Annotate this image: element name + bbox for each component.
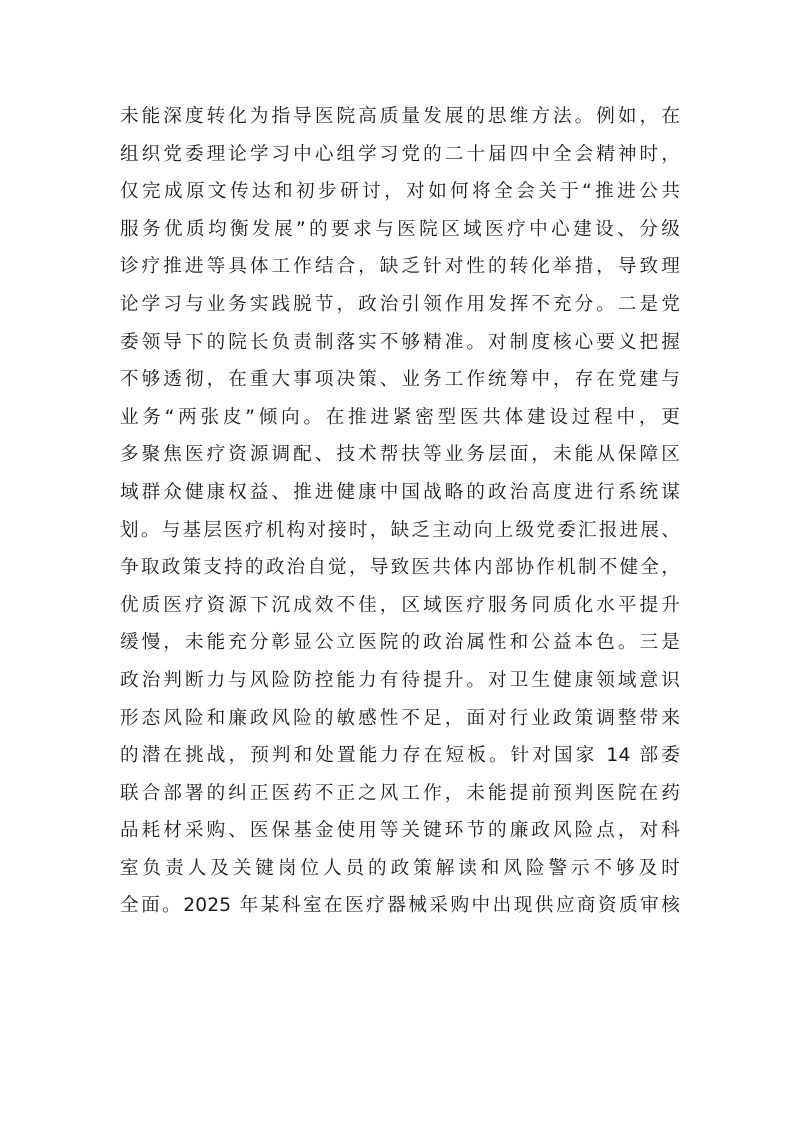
text-line: 的潜在挑战，预判和处置能力存在短板。针对国家 14 部委 — [120, 745, 680, 767]
text-line: 联合部署的纠正医药不正之风工作，未能提前预判医院在药 — [120, 782, 680, 804]
text-line: 多聚焦医疗资源调配、技术帮扶等业务层面，未能从保障区 — [120, 444, 680, 466]
text-line: 全面。2025 年某科室在医疗器械采购中出现供应商资质审核 — [120, 895, 680, 917]
text-line: 政治判断力与风险防控能力有待提升。对卫生健康领域意识 — [120, 669, 680, 691]
text-line: 室负责人及关键岗位人员的政策解读和风险警示不够及时 — [120, 857, 680, 879]
text-line: 服务优质均衡发展”的要求与医院区域医疗中心建设、分级 — [120, 218, 680, 240]
text-line: 仅完成原文传达和初步研讨，对如何将全会关于“推进公共 — [120, 181, 680, 203]
body-paragraph — [120, 98, 680, 925]
text-line: 争取政策支持的政治自觉，导致医共体内部协作机制不健全， — [120, 557, 680, 579]
text-line: 诊疗推进等具体工作结合，缺乏针对性的转化举措，导致理 — [120, 256, 680, 278]
text-line: 组织党委理论学习中心组学习党的二十届四中全会精神时， — [120, 143, 680, 165]
text-line: 委领导下的院长负责制落实不够精准。对制度核心要义把握 — [120, 331, 680, 353]
text-line: 未能深度转化为指导医院高质量发展的思维方法。例如，在 — [120, 106, 680, 127]
text-line: 品耗材采购、医保基金使用等关键环节的廉政风险点，对科 — [120, 820, 680, 842]
text-line: 不够透彻，在重大事项决策、业务工作统筹中，存在党建与 — [120, 369, 680, 391]
text-line: 业务“两张皮”倾向。在推进紧密型医共体建设过程中，更 — [120, 406, 680, 428]
text-line: 论学习与业务实践脱节，政治引领作用发挥不充分。二是党 — [120, 293, 680, 315]
text-line: 划。与基层医疗机构对接时，缺乏主动向上级党委汇报进展、 — [120, 519, 680, 541]
text-line: 域群众健康权益、推进健康中国战略的政治高度进行系统谋 — [120, 481, 680, 503]
text-line: 形态风险和廉政风险的敏感性不足，面对行业政策调整带来 — [120, 707, 680, 729]
text-line: 缓慢，未能充分彰显公立医院的政治属性和公益本色。三是 — [120, 632, 680, 654]
text-line: 优质医疗资源下沉成效不佳，区域医疗服务同质化水平提升 — [120, 594, 680, 616]
